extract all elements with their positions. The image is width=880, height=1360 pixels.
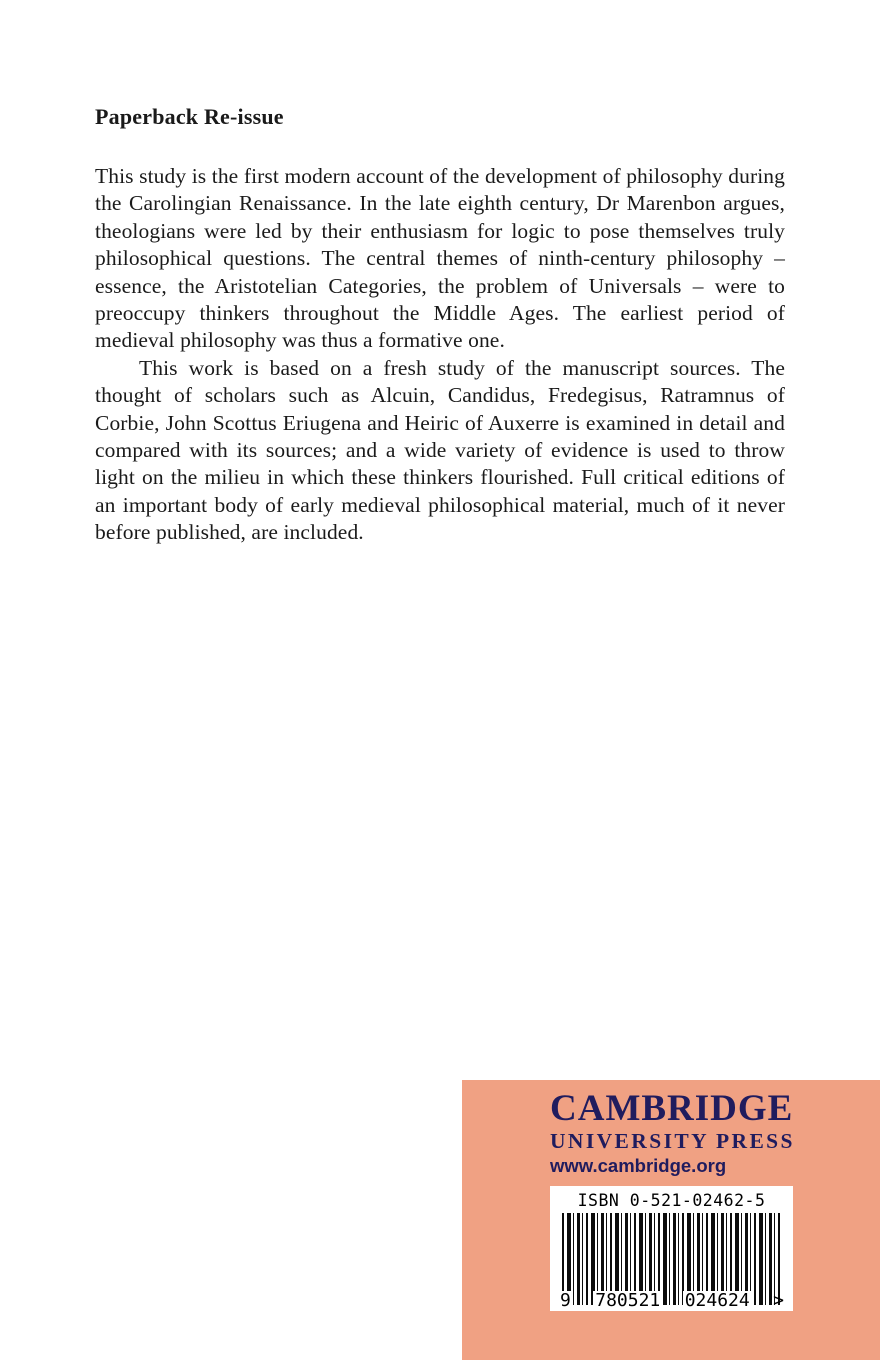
barcode-bars	[560, 1213, 784, 1311]
publisher-subtitle: UNIVERSITY PRESS	[550, 1129, 795, 1153]
barcode-digit-group: 9	[560, 1290, 571, 1311]
barcode-digit-group: 780521	[595, 1290, 661, 1311]
barcode-suffix: >	[773, 1290, 784, 1311]
blurb-paragraph-1: This study is the first modern account of the development of philosophy during the Carolingian Renaissance. In the late eighth century, Dr Marenbon argues, theologians were led by their enthusiasm for logic to pose themselves truly philosophical questions. The central themes of ninth-century philosophy – essence, the Aristotelian Categories, the problem of Universals – were to preoccupy thinkers throughout the Middle Ages. The earliest period of medieval philosophy was thus a formative one.	[95, 164, 785, 353]
blurb	[95, 163, 785, 547]
barcode-box	[550, 1186, 793, 1311]
page-title: Paperback Re-issue	[95, 104, 284, 129]
barcode-digits	[558, 1291, 785, 1311]
publisher-website: www.cambridge.org	[550, 1155, 727, 1176]
blurb-paragraph-2: This work is based on a fresh study of the manuscript sources. The thought of scholars such as Alcuin, Candidus, Fredegisus, Ratramnus of Corbie, John Scottus Eriugena and Heiric of Auxerre is examined in detail and compared with its sources; and a wide variety of evidence is used to throw light on the milieu in which these thinkers flourished. Full critical editions of an important body of early medieval philosophical material, much of it never before published, are included.	[95, 355, 785, 545]
publisher-name: CAMBRIDGE	[550, 1088, 794, 1129]
publisher-logo-block	[550, 1090, 794, 1178]
publisher-panel	[462, 1080, 880, 1360]
back-cover-text-block	[95, 104, 785, 547]
isbn-label: ISBN 0-521-02462-5	[577, 1191, 766, 1210]
barcode-digit-group: 024624	[684, 1290, 750, 1311]
